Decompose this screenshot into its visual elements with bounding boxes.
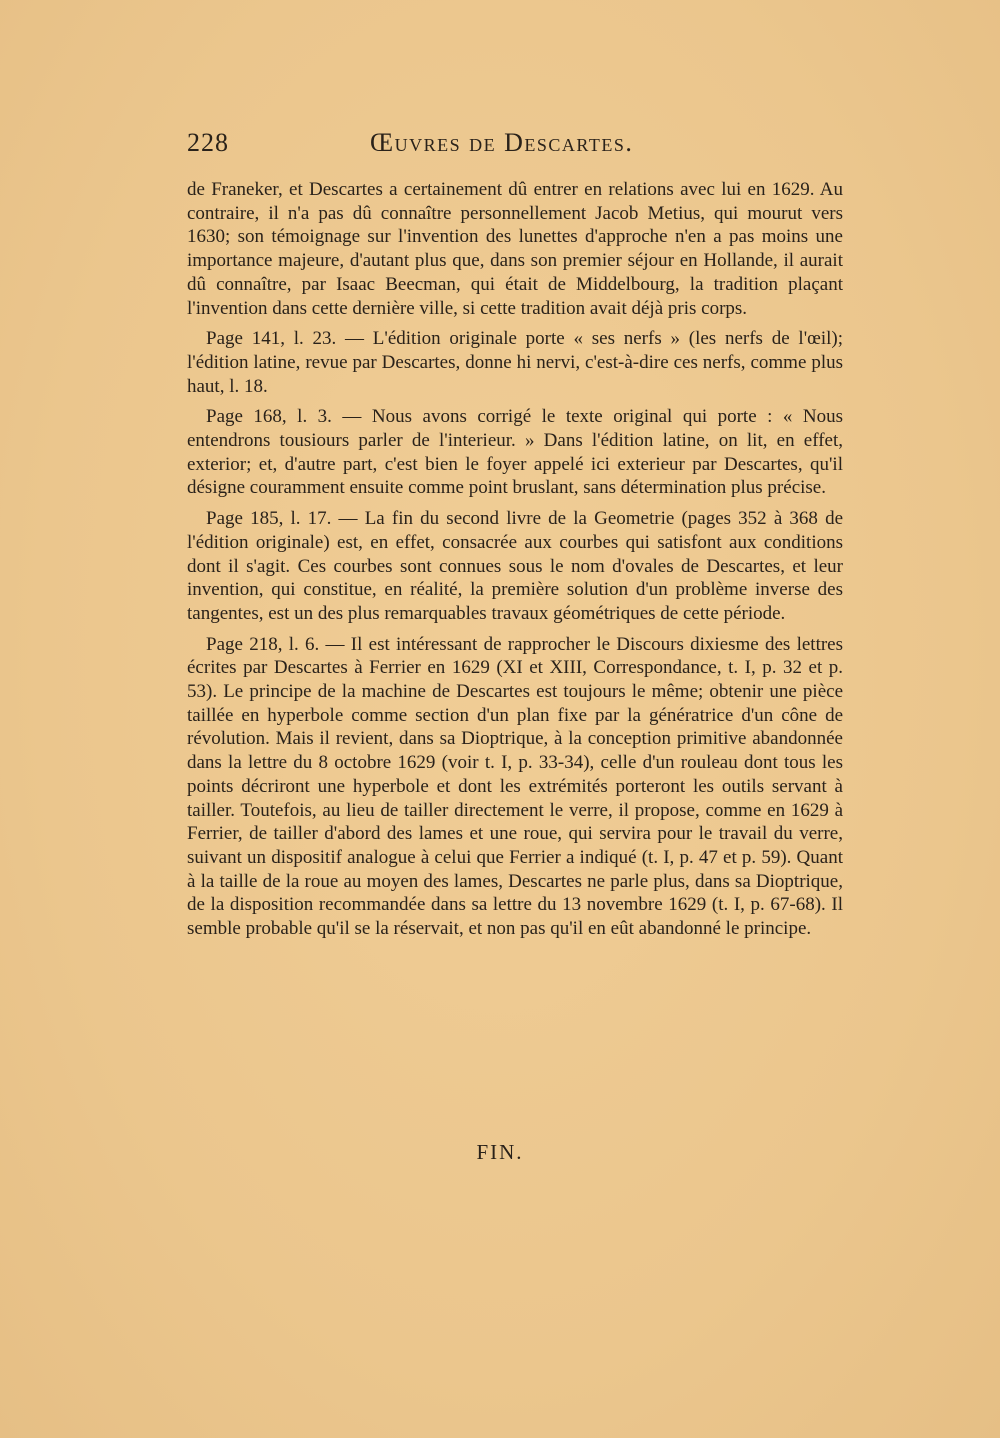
body-text [187,178,843,948]
end-mark: FIN. [476,1140,524,1164]
paragraph-continuation: de Franeker, et Descartes a certainement dû entrer en relations avec lui en 1629. Au contraire, il n'a pas dû connaître personnellement Jacob Metius, qui mourut vers 1630; son témoignage sur l'invention des lunettes d'approche n'en a pas moins une importance majeure, d'autant plus que, dans son premier séjour en Hollande, il aurait dû connaître, par Isaac Beecman, qui était de Middelbourg, la tradition plaçant l'invention dans cette dernière ville, si cette tradition avait déjà pris corps. [187,179,843,319]
running-title: Œuvres de Descartes. [370,128,634,157]
page-header [187,128,849,168]
note-page-185: Page 185, l. 17. — La fin du second livre de la Geometrie (pages 352 à 368 de l'édition originale) est, en effet, consacrée aux courbes qui satisfont aux conditions dont il s'agit. Ces courbes sont connues sous le nom d'ovales de Descartes, et leur invention, qui constitue, en réalité, la première solution d'un problème inverse des tangentes, est un des plus remarquables travaux géométriques de cette période. [187,508,843,624]
page-number: 228 [187,128,229,157]
note-page-141: Page 141, l. 23. — L'édition originale porte « ses nerfs » (les nerfs de l'œil); l'édition latine, revue par Descartes, donne hi nervi, c'est-à-dire ces nerfs, comme plus haut, l. 18. [187,328,843,397]
note-page-168: Page 168, l. 3. — Nous avons corrigé le texte original qui porte : « Nous entendrons tousiours parler de l'interieur. » Dans l'édition latine, on lit, en effet, exterior; et, d'autre part, c'est bien le foyer appelé ici exterieur par Descartes, qu'il désigne couramment ensuite comme point bruslant, sans détermination plus précise. [187,406,843,499]
note-page-218: Page 218, l. 6. — Il est intéressant de rapprocher le Discours dixiesme des lettres écrites par Descartes à Ferrier en 1629 (XI et XIII, Correspondance, t. I, p. 32 et p. 53). Le principe de la machine de Descartes est toujours le même; obtenir une pièce taillée en hyperbole comme section d'un plan fixe par la génératrice d'un cône de révolution. Mais il revient, dans sa Dioptrique, à la conception primitive abandonnée dans la lettre du 8 octobre 1629 (voir t. I, p. 33-34), celle d'un rouleau dont tous les points décriront une hyperbole et dont les extrémités porteront les outils servant à tailler. Toutefois, au lieu de tailler directement le verre, il propose, comme en 1629 à Ferrier, de tailler d'abord des lames et une roue, qui servira pour le travail du verre, suivant un dispositif analogue à celui que Ferrier a indiqué (t. I, p. 47 et p. 59). Quant à la taille de la roue au moyen des lames, Descartes ne parle plus, dans sa Dioptrique, de la disposition recommandée dans sa lettre du 13 novembre 1629 (t. I, p. 67-68). Il semble probable qu'il se la réservait, et non pas qu'il en eût abandonné le principe. [187,633,843,940]
